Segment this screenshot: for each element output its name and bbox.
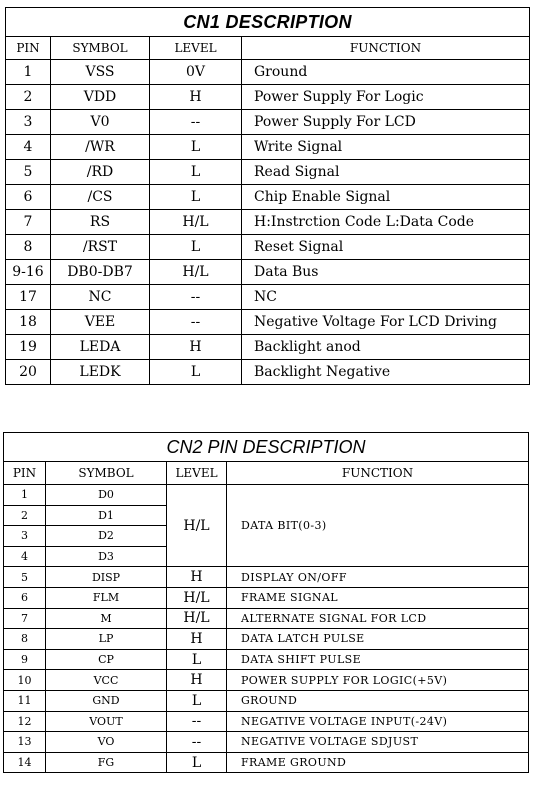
pin-cell: 6 (6, 185, 51, 210)
level-cell: -- (167, 732, 227, 753)
function-cell: DATA LATCH PULSE (227, 629, 529, 650)
symbol-cell: VDD (51, 85, 150, 110)
table-row (6, 85, 530, 110)
function-cell: Negative Voltage For LCD Driving (242, 310, 530, 335)
level-cell: H/L (150, 260, 242, 285)
pin-cell: 4 (4, 546, 46, 567)
cn1-header-pin: PIN (6, 37, 51, 60)
symbol-cell: DISP (46, 567, 167, 588)
symbol-cell: LEDK (51, 360, 150, 385)
function-cell: Power Supply For Logic (242, 85, 530, 110)
symbol-cell: GND (46, 690, 167, 711)
table-row (6, 285, 530, 310)
symbol-cell: D2 (46, 526, 167, 547)
level-cell: H/L (167, 587, 227, 608)
function-cell: Write Signal (242, 135, 530, 160)
function-cell: NEGATIVE VOLTAGE INPUT(-24V) (227, 711, 529, 732)
table-row (4, 711, 529, 732)
symbol-cell: VOUT (46, 711, 167, 732)
level-cell: L (150, 360, 242, 385)
symbol-cell: VEE (51, 310, 150, 335)
cn2-header-function: FUNCTION (227, 462, 529, 485)
pin-cell: 10 (4, 670, 46, 691)
function-cell: ALTERNATE SIGNAL FOR LCD (227, 608, 529, 629)
symbol-cell: VO (46, 732, 167, 753)
cn1-header-level: LEVEL (150, 37, 242, 60)
function-cell: GROUND (227, 690, 529, 711)
pin-cell: 7 (4, 608, 46, 629)
pin-cell: 9 (4, 649, 46, 670)
level-cell: -- (150, 110, 242, 135)
symbol-cell: CP (46, 649, 167, 670)
pin-cell: 1 (4, 485, 46, 506)
data-bit-function-cell: DATA BIT(0-3) (227, 485, 529, 567)
symbol-cell: D3 (46, 546, 167, 567)
table-row (6, 160, 530, 185)
function-cell: Backlight anod (242, 335, 530, 360)
pin-cell: 5 (6, 160, 51, 185)
pin-cell: 5 (4, 567, 46, 588)
function-cell: FRAME GROUND (227, 752, 529, 773)
cn2-pin-description-table (3, 432, 529, 773)
data-bit-level-cell: H/L (167, 485, 227, 567)
symbol-cell: /WR (51, 135, 150, 160)
level-cell: L (167, 649, 227, 670)
function-cell: Data Bus (242, 260, 530, 285)
pin-cell: 19 (6, 335, 51, 360)
pin-cell: 12 (4, 711, 46, 732)
table-row (4, 752, 529, 773)
symbol-cell: M (46, 608, 167, 629)
pin-cell: 13 (4, 732, 46, 753)
table-row (4, 629, 529, 650)
cn1-header-row (6, 37, 530, 60)
function-cell: Backlight Negative (242, 360, 530, 385)
pin-cell: 18 (6, 310, 51, 335)
table-row (4, 567, 529, 588)
table-row (4, 608, 529, 629)
table-row (6, 235, 530, 260)
pin-cell: 2 (4, 505, 46, 526)
function-cell: DISPLAY ON/OFF (227, 567, 529, 588)
symbol-cell: D1 (46, 505, 167, 526)
symbol-cell: VCC (46, 670, 167, 691)
table-row (6, 260, 530, 285)
symbol-cell: V0 (51, 110, 150, 135)
table-row (4, 690, 529, 711)
table-row (4, 670, 529, 691)
table-row (6, 310, 530, 335)
level-cell: H/L (167, 608, 227, 629)
cn1-description-table (5, 7, 530, 385)
cn1-header-symbol: SYMBOL (51, 37, 150, 60)
symbol-cell: VSS (51, 60, 150, 85)
level-cell: L (150, 235, 242, 260)
pin-cell: 11 (4, 690, 46, 711)
pin-cell: 8 (4, 629, 46, 650)
level-cell: L (167, 690, 227, 711)
symbol-cell: LEDA (51, 335, 150, 360)
symbol-cell: DB0-DB7 (51, 260, 150, 285)
level-cell: H (167, 629, 227, 650)
cn2-title-row (4, 433, 529, 462)
pin-cell: 3 (4, 526, 46, 547)
table-row (4, 649, 529, 670)
level-cell: L (150, 135, 242, 160)
cn2-header-pin: PIN (4, 462, 46, 485)
cn1-header-function: FUNCTION (242, 37, 530, 60)
level-cell: L (150, 160, 242, 185)
cn2-title: CN2 PIN DESCRIPTION (4, 433, 529, 462)
level-cell: -- (150, 310, 242, 335)
level-cell: 0V (150, 60, 242, 85)
pin-cell: 9-16 (6, 260, 51, 285)
pin-cell: 3 (6, 110, 51, 135)
pin-cell: 4 (6, 135, 51, 160)
table-row (4, 485, 529, 506)
symbol-cell: FLM (46, 587, 167, 608)
pin-cell: 8 (6, 235, 51, 260)
table-row (6, 60, 530, 85)
symbol-cell: LP (46, 629, 167, 650)
cn1-rows (6, 60, 530, 385)
symbol-cell: /RST (51, 235, 150, 260)
cn1-title: CN1 DESCRIPTION (6, 8, 530, 37)
table-row (6, 185, 530, 210)
function-cell: Chip Enable Signal (242, 185, 530, 210)
function-cell: Ground (242, 60, 530, 85)
symbol-cell: NC (51, 285, 150, 310)
symbol-cell: /CS (51, 185, 150, 210)
symbol-cell: FG (46, 752, 167, 773)
cn2-header-row (4, 462, 529, 485)
pin-cell: 20 (6, 360, 51, 385)
level-cell: -- (167, 711, 227, 732)
cn1-title-row (6, 8, 530, 37)
table-row (6, 335, 530, 360)
pin-cell: 6 (4, 587, 46, 608)
pin-cell: 17 (6, 285, 51, 310)
table-row (6, 110, 530, 135)
function-cell: Reset Signal (242, 235, 530, 260)
function-cell: POWER SUPPLY FOR LOGIC(+5V) (227, 670, 529, 691)
level-cell: L (150, 185, 242, 210)
level-cell: H (167, 567, 227, 588)
level-cell: L (167, 752, 227, 773)
function-cell: NC (242, 285, 530, 310)
level-cell: H/L (150, 210, 242, 235)
function-cell: Power Supply For LCD (242, 110, 530, 135)
function-cell: H:Instrction Code L:Data Code (242, 210, 530, 235)
level-cell: -- (150, 285, 242, 310)
level-cell: H (167, 670, 227, 691)
level-cell: H (150, 85, 242, 110)
cn2-header-symbol: SYMBOL (46, 462, 167, 485)
cn2-header-level: LEVEL (167, 462, 227, 485)
pin-cell: 1 (6, 60, 51, 85)
table-row (6, 210, 530, 235)
table-row (4, 587, 529, 608)
level-cell: H (150, 335, 242, 360)
table-row (6, 135, 530, 160)
pin-cell: 2 (6, 85, 51, 110)
function-cell: DATA SHIFT PULSE (227, 649, 529, 670)
cn2-rows (4, 485, 529, 773)
symbol-cell: /RD (51, 160, 150, 185)
function-cell: FRAME SIGNAL (227, 587, 529, 608)
symbol-cell: RS (51, 210, 150, 235)
table-row (4, 732, 529, 753)
table-row (6, 360, 530, 385)
symbol-cell: D0 (46, 485, 167, 506)
function-cell: Read Signal (242, 160, 530, 185)
pin-cell: 7 (6, 210, 51, 235)
pin-cell: 14 (4, 752, 46, 773)
function-cell: NEGATIVE VOLTAGE SDJUST (227, 732, 529, 753)
